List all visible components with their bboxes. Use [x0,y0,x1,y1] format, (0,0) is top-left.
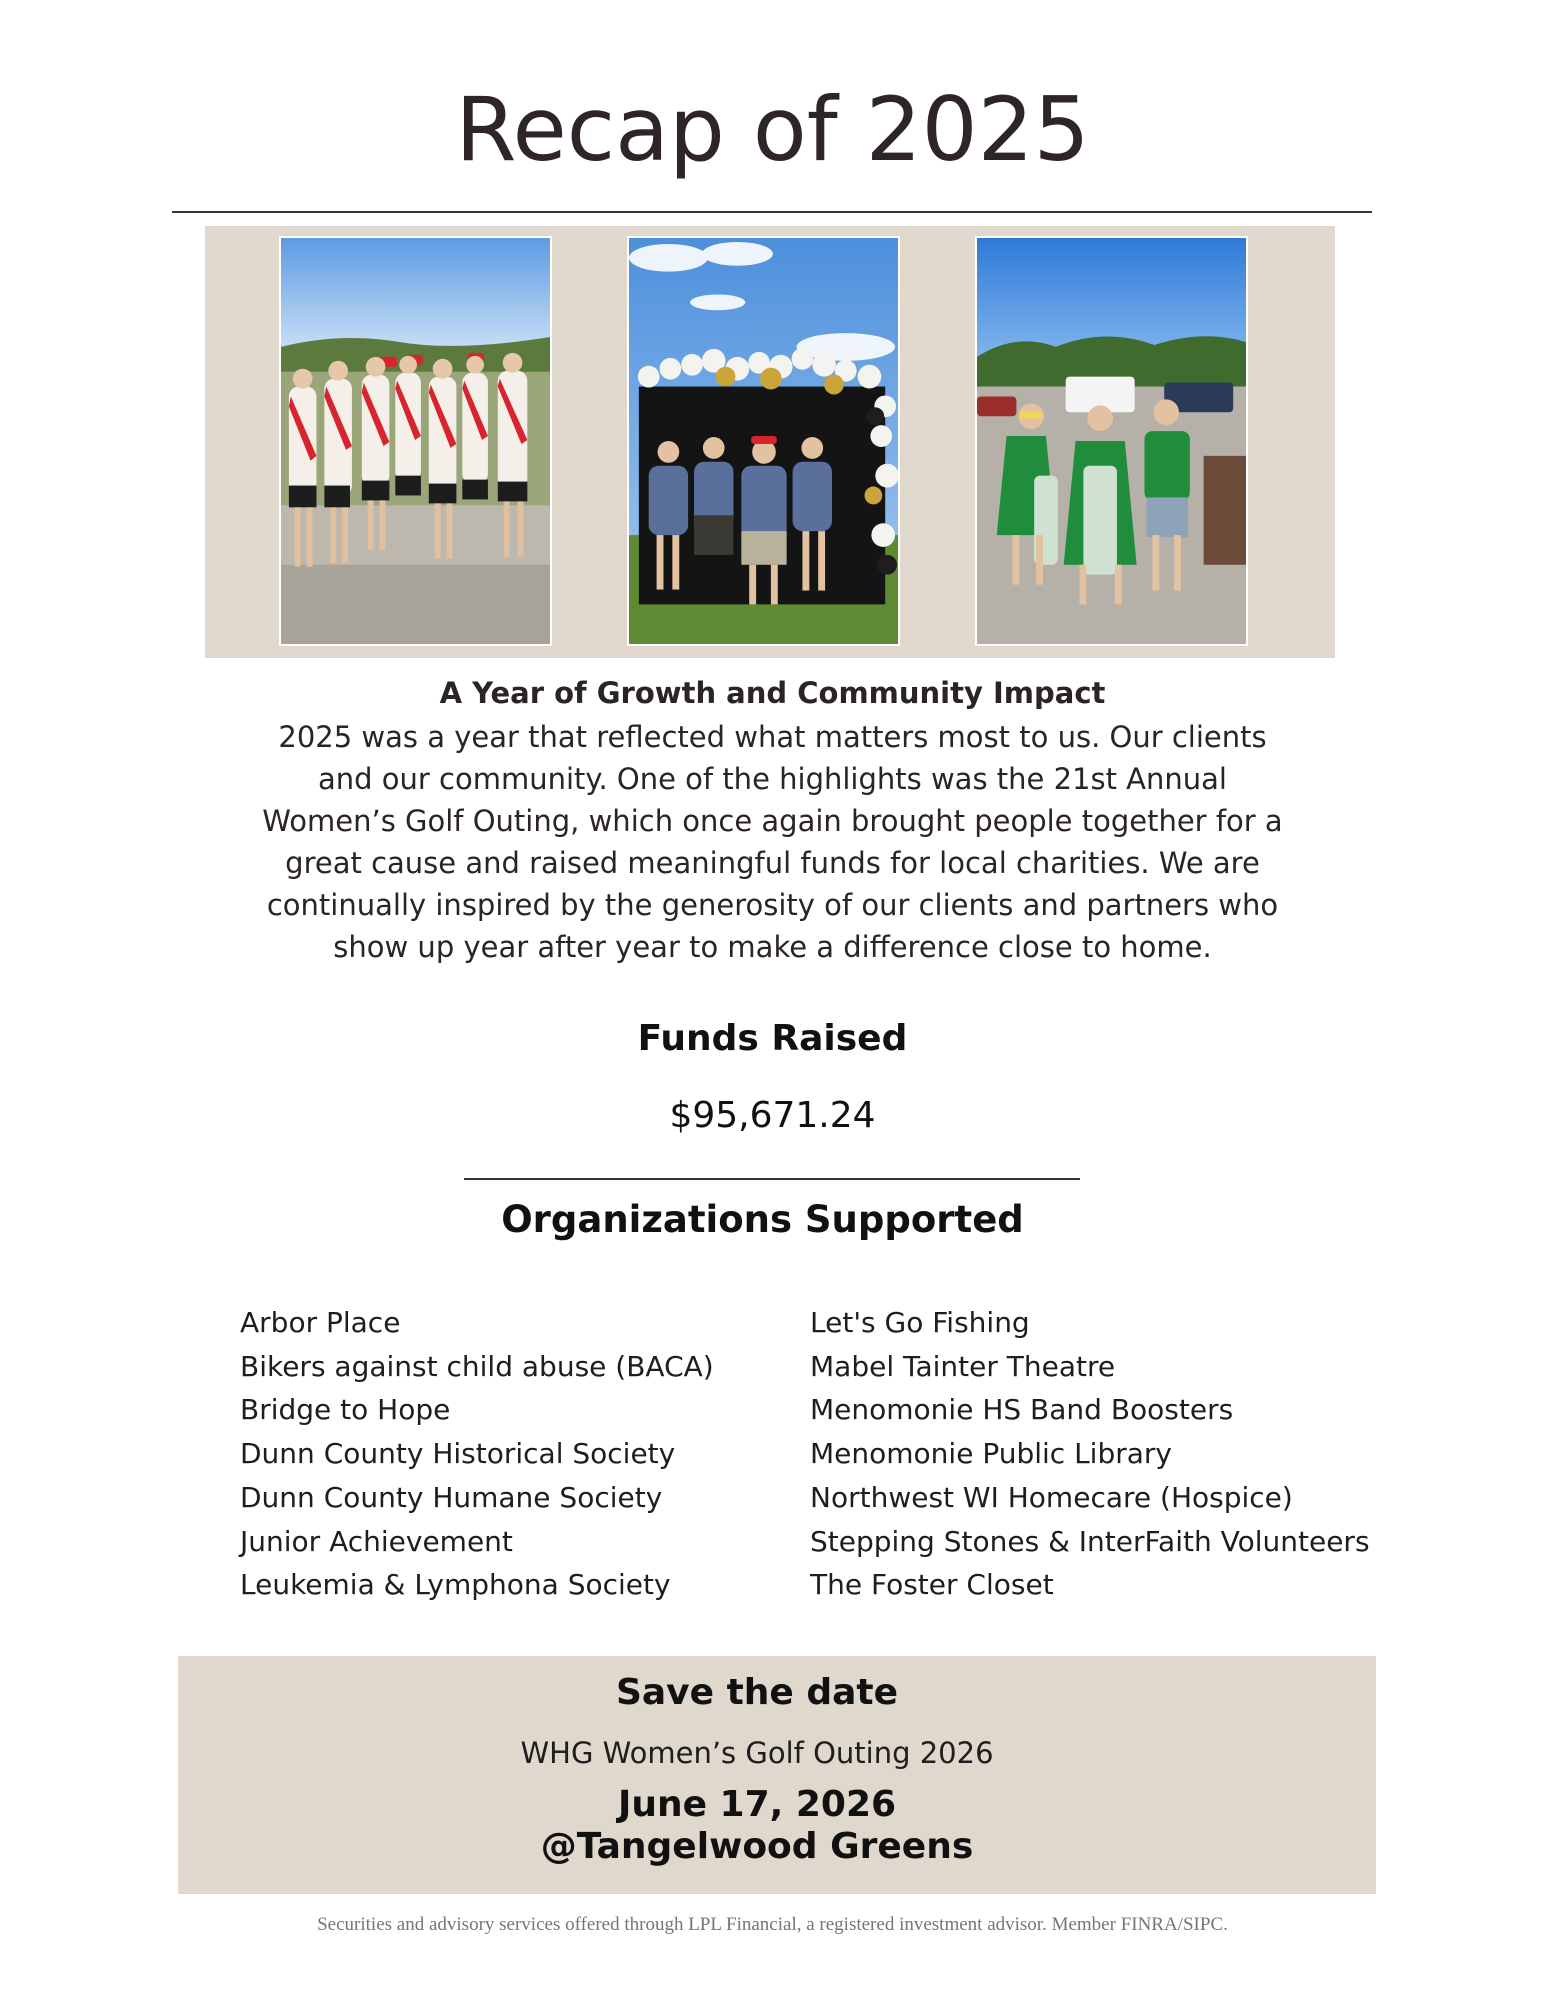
page-title: Recap of 2025 [455,78,1090,181]
photo-strip [205,226,1335,658]
event-venue: @Tangelwood Greens [540,1826,974,1867]
list-item: Menomonie HS Band Boosters [810,1393,1234,1427]
intro-paragraph: 2025 was a year that reflected what matters most to us. Our clients and our community. One of the highlights was the 21st Annual Women’s Golf Outing, which once again brought people together for a great cause and raised meaningful funds for local charities. We are continually inspired by the generosity of our clients and partners who show up year after year to make a difference close to home. [262,720,1283,964]
group-photo-green-costumes [975,236,1248,646]
list-item: Stepping Stones & InterFaith Volunteers [810,1524,1370,1558]
list-item: Junior Achievement [240,1524,513,1558]
list-item: Dunn County Historical Society [240,1437,676,1471]
list-item: Northwest WI Homecare (Hospice) [810,1480,1293,1514]
organizations-heading: Organizations Supported [501,1198,1024,1241]
organizations-list-right [810,1301,1370,1607]
organizations-list-left [240,1301,714,1607]
list-item: Bridge to Hope [240,1393,451,1427]
save-the-date-panel [178,1656,1376,1894]
funds-value: $95,671.24 [669,1095,876,1136]
group-photo-golfers-red-sashes [279,236,552,646]
list-item: Bikers against child abuse (BACA) [240,1349,714,1383]
section-divider [464,1178,1080,1180]
list-item: Leukemia & Lymphona Society [240,1568,671,1602]
list-item: Let's Go Fishing [810,1306,1030,1339]
list-item: Arbor Place [240,1306,401,1339]
list-item: The Foster Closet [810,1568,1054,1602]
save-the-date-heading: Save the date [615,1672,899,1713]
list-item: Dunn County Humane Society [240,1480,663,1514]
list-item: Menomonie Public Library [810,1437,1172,1471]
funds-heading: Funds Raised [637,1018,908,1059]
event-date: June 17, 2026 [617,1784,897,1825]
title-divider [172,211,1372,213]
event-name: WHG Women’s Golf Outing 2026 [520,1736,994,1770]
list-item: Mabel Tainter Theatre [810,1349,1116,1383]
intro-heading: A Year of Growth and Community Impact [439,676,1106,710]
group-photo-balloon-arch [627,236,900,646]
disclaimer: Securities and advisory services offered through LPL Financial, a registered investment advisor. Member FINRA/SIPC. [317,1914,1228,1935]
